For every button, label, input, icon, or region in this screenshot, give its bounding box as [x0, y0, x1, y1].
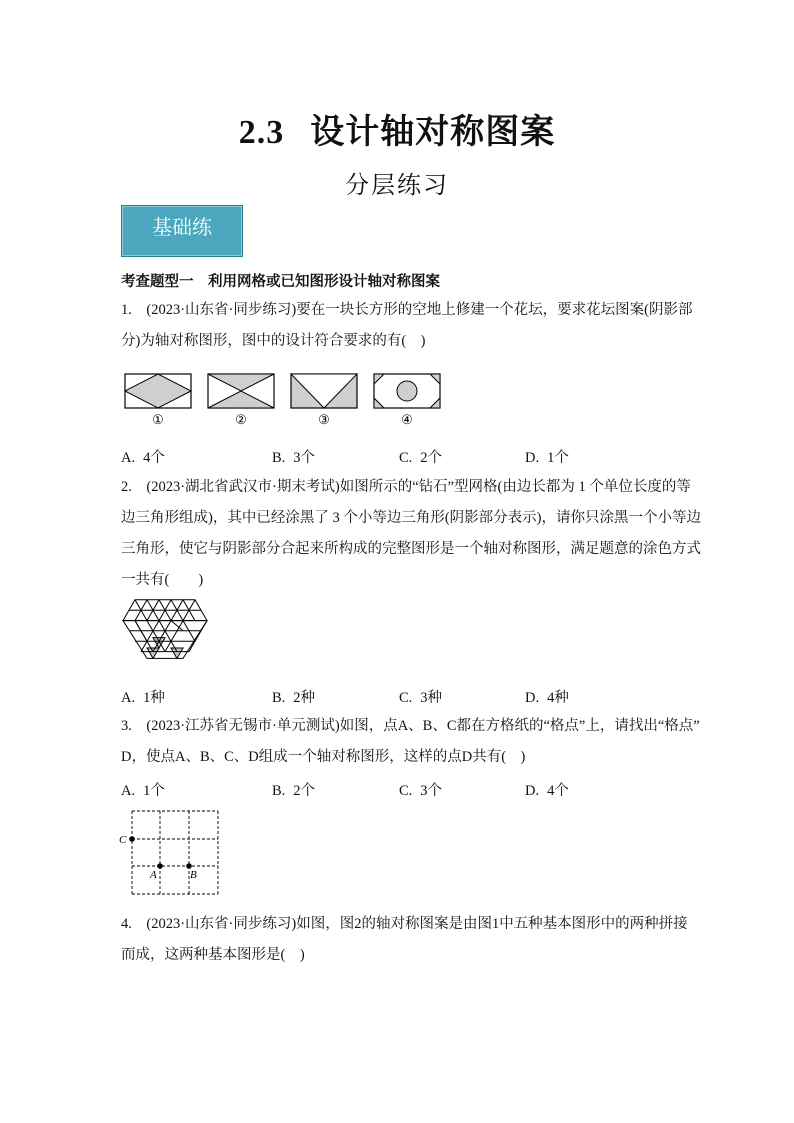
question-1-line-2: 分)为轴对称图形，图中的设计符合要求的有( ): [121, 333, 426, 349]
question-2-line-2: 边三角形组成)，其中已经涂黑了 3 个小等边三角形(阴影部分表示)，请你只涂黑一个小等边: [121, 510, 701, 526]
q2-option-b[interactable]: B. 2种: [272, 690, 316, 706]
question-3-line-2: D，使点A、B、C、D组成一个轴对称图形，这样的点D共有( ): [121, 749, 526, 765]
question-4-line-1: 4. (2023·山东省·同步练习)如图，图2的轴对称图案是由图1中五种基本图形中的两种拼接: [121, 916, 688, 932]
section-heading: 考查题型一 利用网格或已知图形设计轴对称图案: [121, 274, 440, 290]
question-2-line-4: 一共有( ): [121, 572, 204, 588]
q2-option-c[interactable]: C. 3种: [399, 690, 443, 706]
q2-option-a[interactable]: A. 1种: [121, 690, 165, 706]
figure-label-4: ④: [401, 412, 413, 427]
q2-option-d[interactable]: D. 4种: [525, 690, 569, 706]
flower-bed-design-2: [208, 374, 274, 408]
flower-bed-design-1: [125, 374, 191, 408]
flower-bed-design-3: [291, 374, 357, 408]
question-2-line-1: 2. (2023·湖北省武汉市·期末考试)如图所示的“钻石”型网格(由边长都为 1 个单位长度的等: [121, 479, 691, 495]
figure-label-2: ②: [235, 412, 247, 427]
q3-option-a[interactable]: A. 1个: [121, 783, 165, 799]
question-1-line-1: 1. (2023·山东省·同步练习)要在一块长方形的空地上修建一个花坛，要求花坛图案(阴影部: [121, 302, 693, 318]
level-badge: 基础练: [121, 205, 243, 257]
question-3-line-1: 3. (2023·江苏省无锡市·单元测试)如图，点A、B、C都在方格纸的“格点”上，请找出“格点”: [121, 718, 700, 734]
label-a: A: [150, 869, 157, 881]
square-grid-figure: [118, 808, 222, 898]
figure-label-1: ①: [152, 412, 164, 427]
q1-option-c[interactable]: C. 2个: [399, 450, 443, 466]
point-b: [186, 863, 192, 869]
q1-option-b[interactable]: B. 3个: [272, 450, 316, 466]
label-c: C: [119, 834, 127, 846]
figure-label-3: ③: [318, 412, 330, 427]
q3-option-b[interactable]: B. 2个: [272, 783, 316, 799]
q1-option-d[interactable]: D. 1个: [525, 450, 569, 466]
q3-option-d[interactable]: D. 4个: [525, 783, 569, 799]
question-1-figure: [120, 368, 450, 430]
flower-bed-design-4: [374, 374, 440, 408]
point-c: [129, 836, 135, 842]
diamond-grid-figure: [120, 597, 214, 659]
point-a: [157, 863, 163, 869]
label-b: B: [190, 869, 197, 881]
question-2-line-3: 三角形，使它与阴影部分合起来所构成的完整图形是一个轴对称图形，满足题意的涂色方式: [121, 541, 701, 557]
question-4-line-2: 而成，这两种基本图形是( ): [121, 947, 305, 963]
page-title: 2.3 设计轴对称图案: [238, 114, 556, 151]
q1-option-a[interactable]: A. 4个: [121, 450, 165, 466]
q3-option-c[interactable]: C. 3个: [399, 783, 443, 799]
page-subtitle: 分层练习: [345, 173, 449, 199]
